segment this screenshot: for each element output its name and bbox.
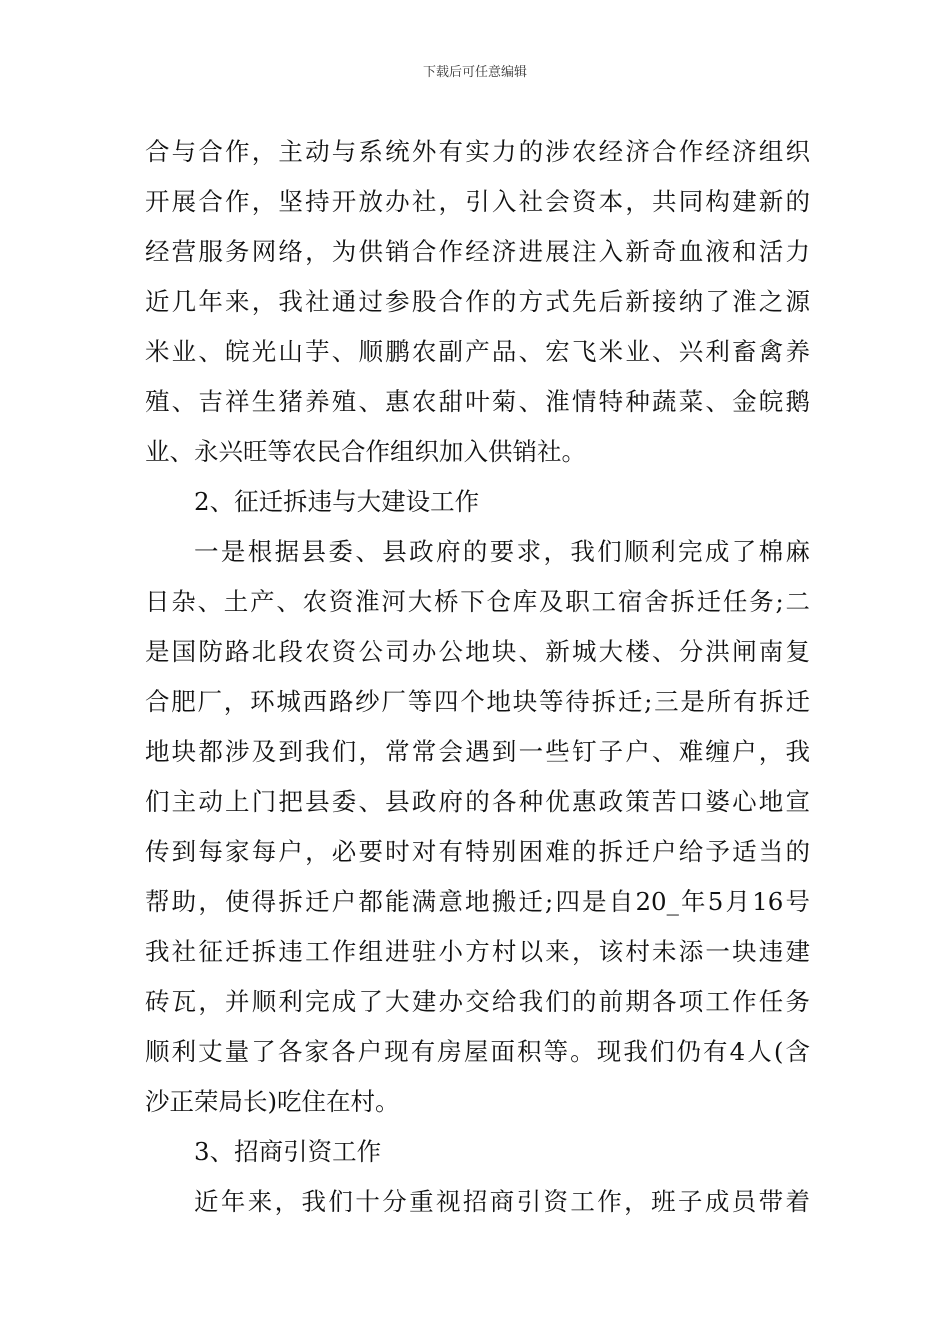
paragraph-line: 日杂、土产、农资淮河大桥下仓库及职工宿舍拆迁任务;二 [145, 587, 810, 616]
section-heading: 2、征迁拆违与大建设工作 [194, 487, 480, 516]
paragraph-line: 业、永兴旺等农民合作组织加入供销社。 [145, 437, 586, 466]
section-heading: 3、招商引资工作 [194, 1137, 382, 1166]
paragraph-line: 沙正荣局长)吃住在村。 [145, 1087, 400, 1116]
document-body [145, 127, 810, 1227]
paragraph-line: 传到每家每户，必要时对有特别困难的拆迁户给予适当的 [145, 837, 810, 866]
paragraph-line: 开展合作，坚持开放办社，引入社会资本，共同构建新的 [145, 187, 810, 216]
paragraph-line: 帮助，使得拆迁户都能满意地搬迁;四是自20_年5月16号 [145, 887, 810, 916]
paragraph-line: 砖瓦，并顺利完成了大建办交给我们的前期各项工作任务 [145, 987, 810, 1016]
paragraph-line: 顺利丈量了各家各户现有房屋面积等。现我们仍有4人(含 [145, 1037, 810, 1066]
paragraph-line: 我社征迁拆违工作组进驻小方村以来，该村未添一块违建 [145, 937, 810, 966]
paragraph-line: 们主动上门把县委、县政府的各种优惠政策苦口婆心地宣 [145, 787, 810, 816]
paragraph-line: 近几年来，我社通过参股合作的方式先后新接纳了淮之源 [145, 287, 810, 316]
paragraph-line: 合与合作，主动与系统外有实力的涉农经济合作经济组织 [145, 137, 810, 166]
paragraph-line: 是国防路北段农资公司办公地块、新城大楼、分洪闸南复 [145, 637, 810, 666]
paragraph-line: 殖、吉祥生猪养殖、惠农甜叶菊、淮情特种蔬菜、金皖鹅 [145, 387, 810, 416]
page-header-note: 下载后可任意编辑 [422, 65, 527, 80]
paragraph-line: 近年来，我们十分重视招商引资工作，班子成员带着 [194, 1187, 810, 1216]
paragraph-line: 米业、皖光山芋、顺鹏农副产品、宏飞米业、兴利畜禽养 [145, 337, 810, 366]
paragraph-line: 一是根据县委、县政府的要求，我们顺利完成了棉麻 [194, 537, 810, 566]
paragraph-line: 经营服务网络，为供销合作经济进展注入新奇血液和活力 [145, 237, 810, 266]
paragraph-line: 合肥厂，环城西路纱厂等四个地块等待拆迁;三是所有拆迁 [145, 687, 810, 716]
paragraph-line: 地块都涉及到我们，常常会遇到一些钉子户、难缠户，我 [145, 737, 810, 766]
